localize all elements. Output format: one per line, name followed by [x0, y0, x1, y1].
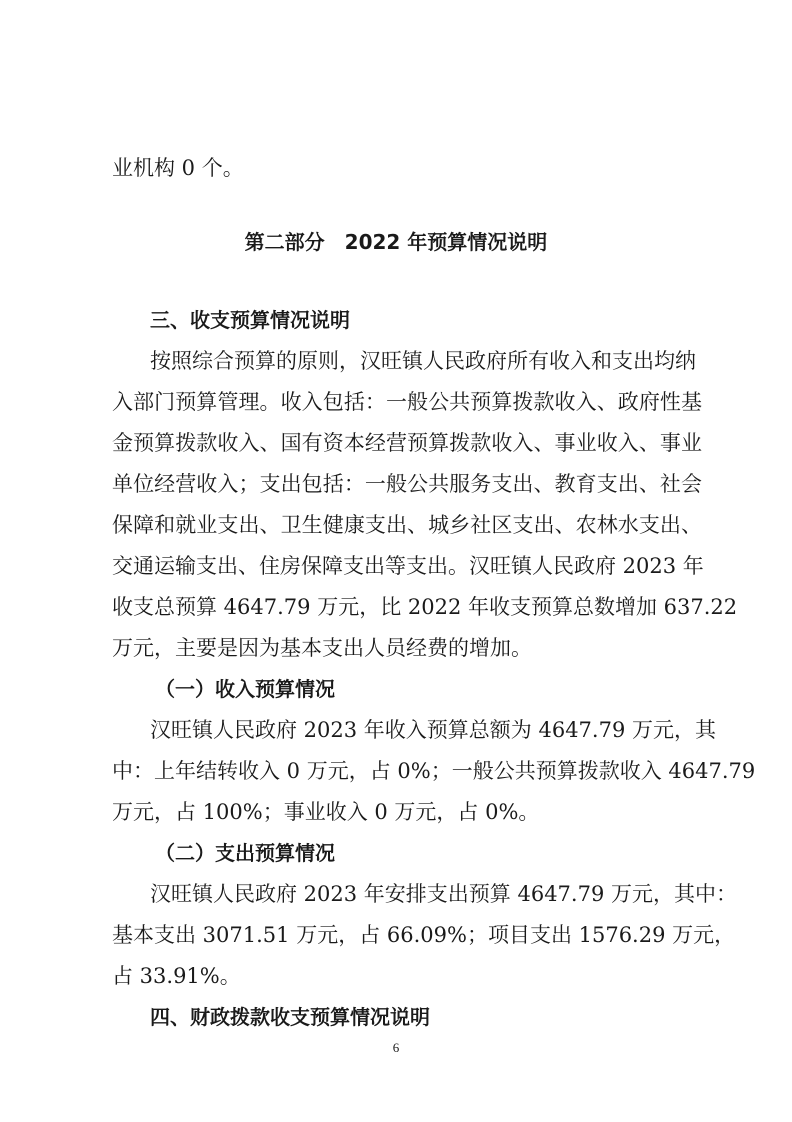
- subsection2-line-1: 汉旺镇人民政府 2023 年安排支出预算 4647.79 万元，其中：: [150, 882, 737, 906]
- subsection1-line-1: 汉旺镇人民政府 2023 年收入预算总额为 4647.79 万元，其: [150, 718, 716, 742]
- continuation-text: 业机构 0 个。: [112, 156, 244, 180]
- section3-heading: 三、收支预算情况说明: [150, 308, 350, 332]
- section3-line-7: 收支总预算 4647.79 万元，比 2022 年收支预算总数增加 637.22: [112, 595, 738, 619]
- section3-line-5: 保障和就业支出、卫生健康支出、城乡社区支出、农林水支出、: [112, 513, 702, 537]
- section3-line-6: 交通运输支出、住房保障支出等支出。汉旺镇人民政府 2023 年: [112, 554, 704, 578]
- subsection2-line-3: 占 33.91%。: [112, 964, 241, 988]
- section3-line-8: 万元，主要是因为基本支出人员经费的增加。: [112, 636, 532, 660]
- subsection1-line-3: 万元，占 100%；事业收入 0 万元，占 0%。: [112, 800, 540, 824]
- section3-line-3: 金预算拨款收入、国有资本经营预算拨款收入、事业收入、事业: [112, 431, 702, 455]
- subsection1-line-2: 中：上年结转收入 0 万元，占 0%；一般公共预算拨款收入 4647.79: [112, 759, 756, 783]
- part-title: 第二部分 2022 年预算情况说明: [244, 230, 548, 254]
- subsection2-heading: （二）支出预算情况: [155, 841, 335, 865]
- subsection1-heading: （一）收入预算情况: [155, 677, 335, 701]
- section3-line-2: 入部门预算管理。收入包括：一般公共预算拨款收入、政府性基: [112, 390, 702, 414]
- page-number: 6: [392, 1040, 400, 1055]
- section3-line-1: 按照综合预算的原则，汉旺镇人民政府所有收入和支出均纳: [150, 349, 696, 373]
- section4-heading: 四、财政拨款收支预算情况说明: [150, 1005, 430, 1029]
- section3-line-4: 单位经营收入；支出包括：一般公共服务支出、教育支出、社会: [112, 472, 702, 496]
- subsection2-line-2: 基本支出 3071.51 万元，占 66.09%；项目支出 1576.29 万元，: [112, 923, 736, 947]
